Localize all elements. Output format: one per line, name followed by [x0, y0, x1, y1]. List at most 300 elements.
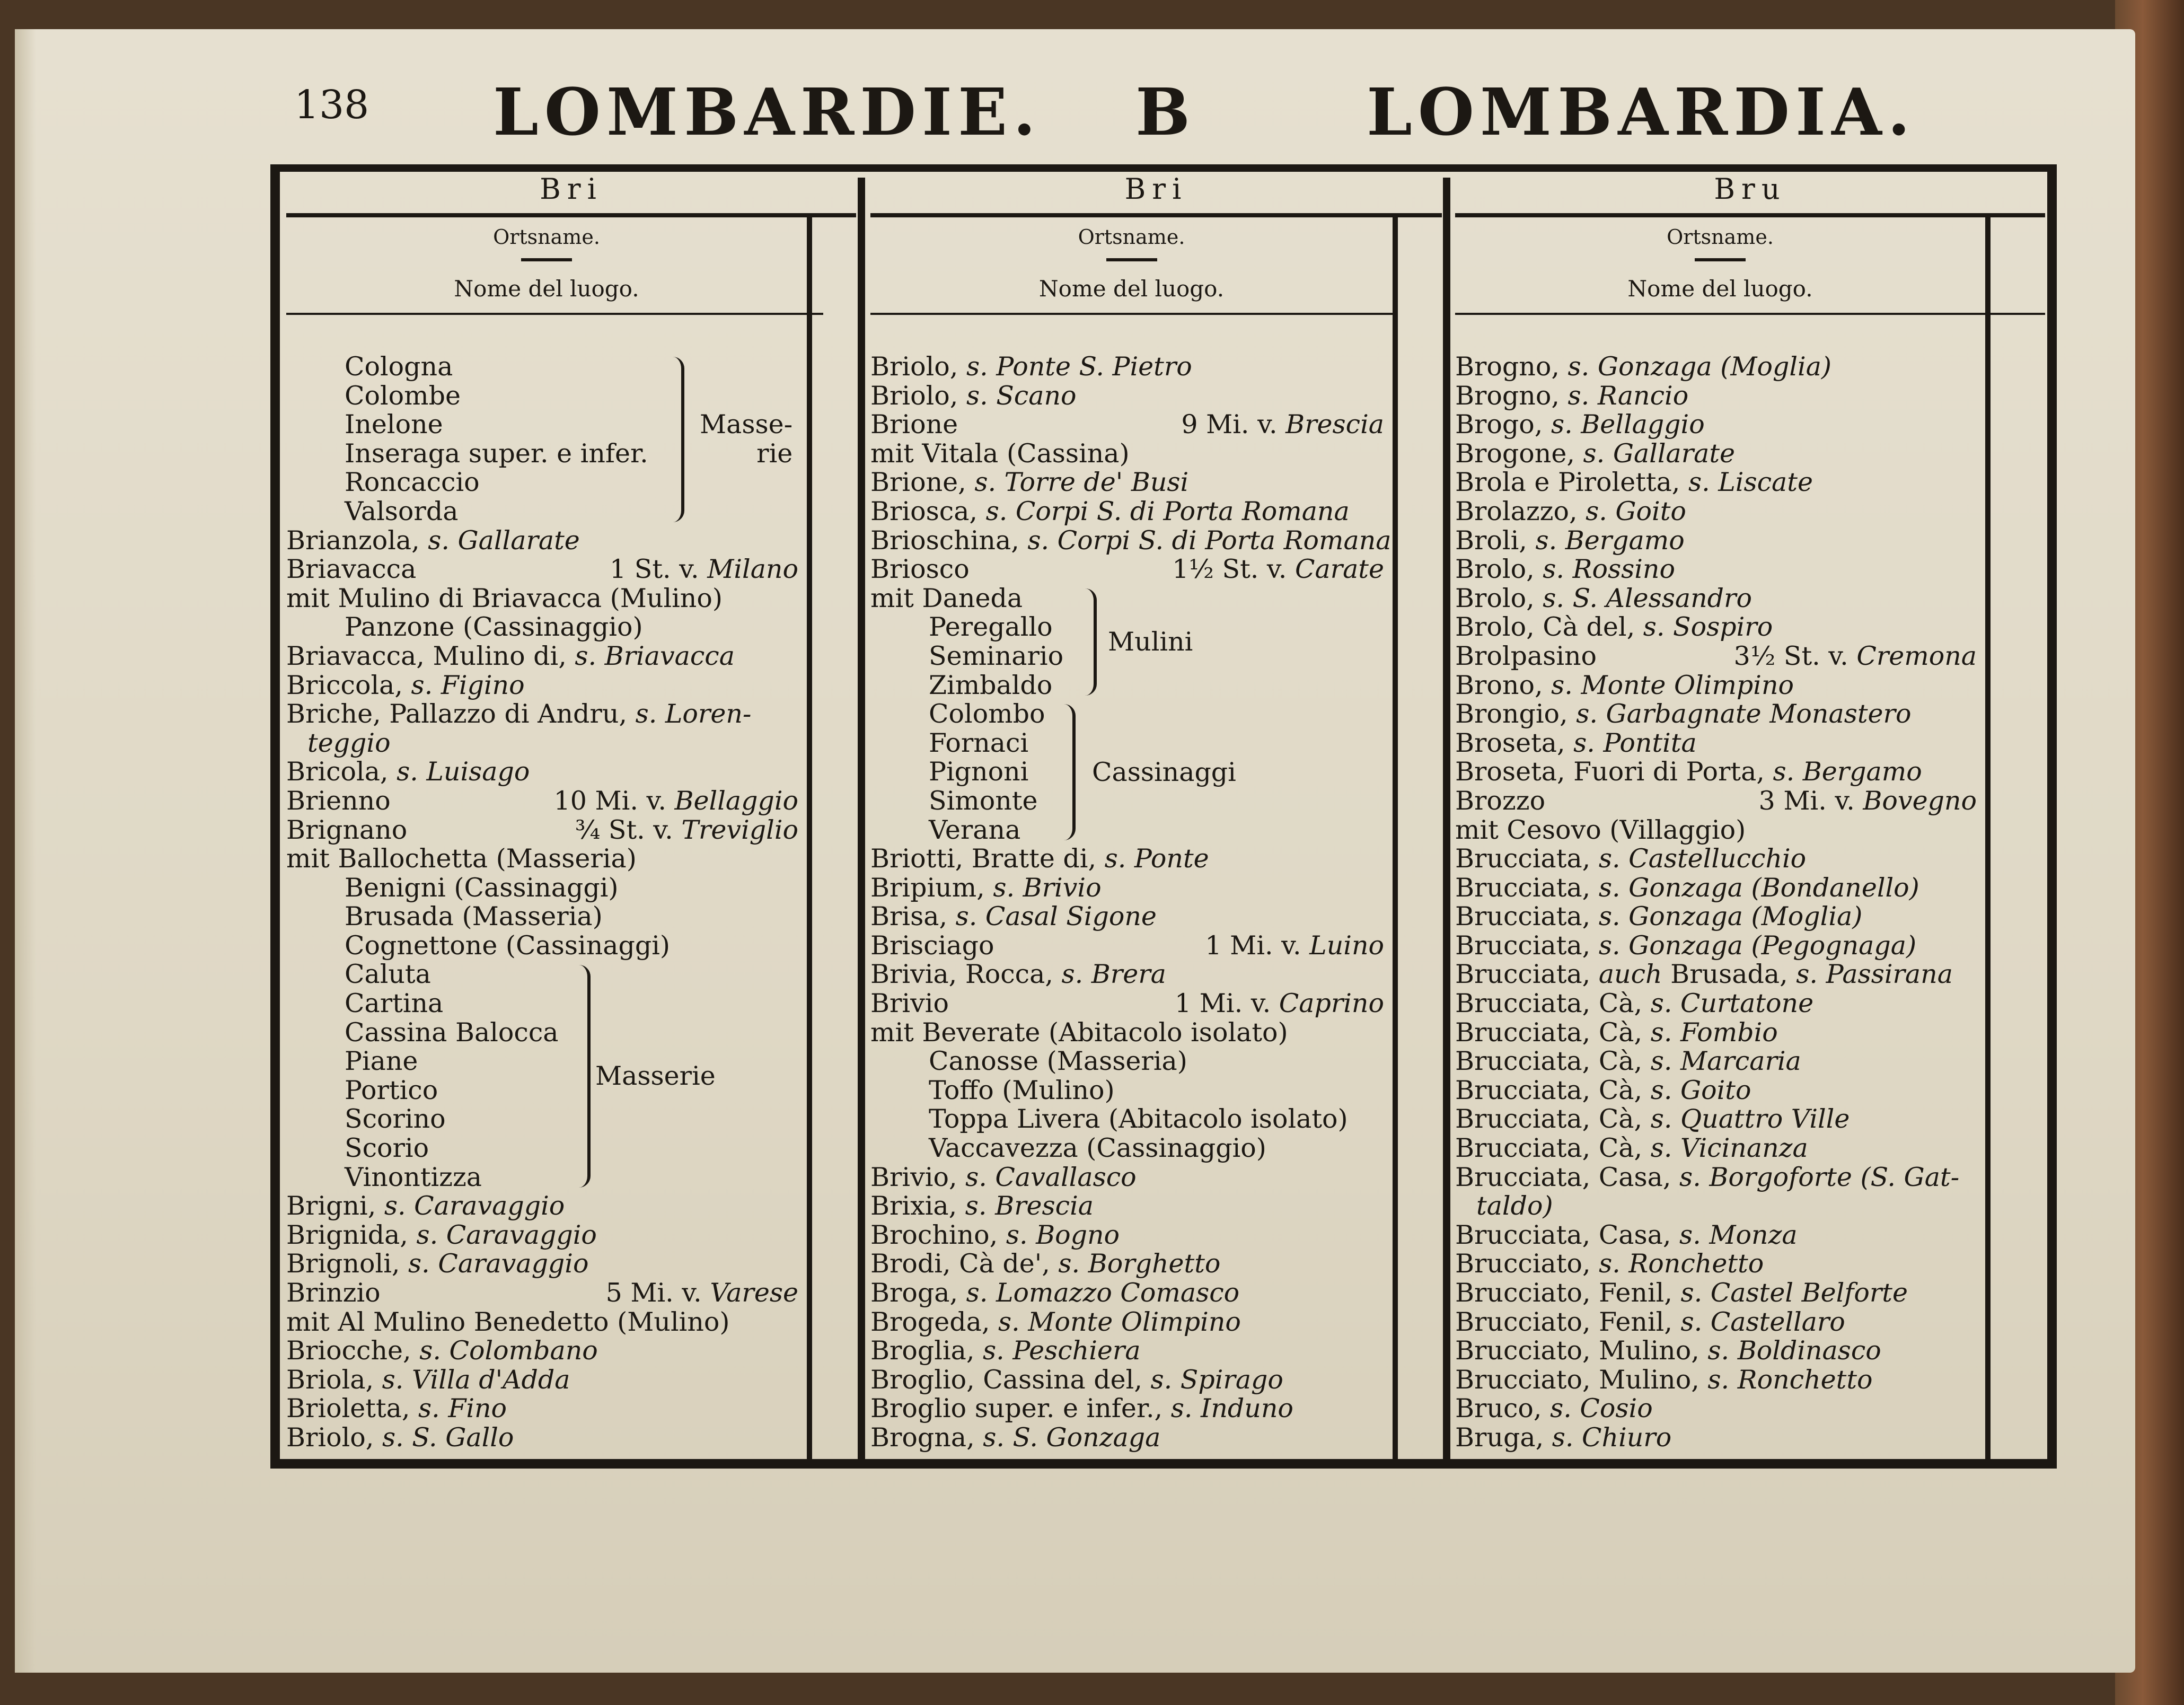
- distance-reference: [1172, 555, 1384, 584]
- place-name: Brivio,: [870, 1162, 966, 1192]
- entry-row: [286, 845, 804, 874]
- place-name: Brixia,: [870, 1191, 965, 1221]
- cross-reference: s. Villa d'Adda: [382, 1364, 570, 1395]
- place-name-alt: Brusada,: [1662, 959, 1796, 990]
- cross-reference: s. Peschiera: [983, 1335, 1141, 1366]
- cross-reference: s. Chiuro: [1552, 1422, 1672, 1453]
- entry-row: [286, 1366, 804, 1395]
- cross-reference: taldo): [1476, 1191, 1553, 1221]
- entry-row: [1455, 671, 1982, 700]
- entry-row: [1455, 902, 1982, 931]
- place-name: Broglio super. e infer.,: [870, 1393, 1171, 1424]
- distance-target-town: Varese: [710, 1278, 798, 1308]
- place-name: Broli,: [1455, 525, 1536, 556]
- reference-column-rule: [1985, 217, 1991, 1461]
- cross-reference: s. Rancio: [1567, 380, 1689, 411]
- place-name: Brolazzo,: [1455, 496, 1586, 526]
- entry-row: [286, 1250, 804, 1279]
- distance-target-town: Cremona: [1856, 640, 1977, 671]
- place-name: Brignano: [286, 814, 408, 845]
- distance-text: 3½ St. v.: [1733, 640, 1857, 671]
- entry-row: [286, 960, 804, 989]
- cross-reference: s. Loren-: [635, 699, 752, 730]
- entry-row: [870, 1366, 1389, 1395]
- entry-row: [1455, 729, 1982, 758]
- label-german: Ortsname.: [493, 225, 600, 249]
- entry-row: [870, 1192, 1389, 1221]
- entry-row: [286, 1221, 804, 1250]
- distance-text: 5 Mi. v.: [605, 1278, 710, 1308]
- entry-row: [870, 1308, 1389, 1337]
- place-name: Brucciato, Mulino,: [1455, 1364, 1708, 1395]
- page-number: 138: [294, 82, 369, 128]
- distance-text: 10 Mi. v.: [553, 785, 675, 816]
- place-name: Brucciata,: [1455, 843, 1599, 874]
- cross-reference: teggio: [307, 727, 391, 758]
- entry-row: [1455, 1192, 1982, 1221]
- place-name: Toffo (Mulino): [929, 1075, 1115, 1105]
- cross-reference: s. S. Gonzaga: [983, 1422, 1161, 1453]
- group-brace: [1062, 704, 1076, 840]
- entry-row: [870, 700, 1389, 729]
- cross-reference: s. Corpi S. di Porta Romana: [985, 496, 1350, 526]
- entry-row: [870, 931, 1389, 961]
- cross-reference: s. Brera: [1061, 959, 1166, 990]
- group-label-line: Cassinaggi: [1092, 757, 1236, 787]
- place-name: Cognettone (Cassinaggi): [345, 930, 671, 961]
- cross-reference: s. Castel Belforte: [1680, 1278, 1908, 1308]
- label-italian: Nome del luogo.: [1627, 276, 1813, 302]
- entry-row: [286, 1076, 804, 1105]
- place-name: Cassina Balocca: [345, 1017, 559, 1048]
- entry-row: [1455, 353, 1982, 382]
- place-name: Piane: [345, 1046, 418, 1077]
- cross-reference: s. Lomazzo Comasco: [966, 1278, 1240, 1308]
- place-name: Broga,: [870, 1278, 966, 1308]
- cross-reference: s. Gonzaga (Pegognaga): [1598, 930, 1917, 961]
- page-fold-shadow: [15, 29, 36, 1673]
- entry-row: [1455, 468, 1982, 497]
- place-name: Broglio, Cassina del,: [870, 1364, 1151, 1395]
- entry-row: [870, 960, 1389, 989]
- entry-row: [870, 1047, 1389, 1076]
- place-name: Briavacca: [286, 554, 417, 585]
- label-rule: [1455, 313, 2045, 315]
- place-name: Brucciata, Cà,: [1455, 1133, 1651, 1164]
- place-name: Brucciato, Fenil,: [1455, 1278, 1681, 1308]
- place-name: Roncaccio: [345, 467, 480, 498]
- entry-row: [1455, 874, 1982, 903]
- place-name: Brione,: [870, 467, 975, 498]
- place-name: Brongio,: [1455, 699, 1577, 730]
- place-name: Bruga,: [1455, 1422, 1552, 1453]
- entry-row: [1455, 1279, 1982, 1308]
- distance-text: 9 Mi. v.: [1181, 409, 1286, 440]
- entry-row: [1455, 1047, 1982, 1076]
- cross-reference: s. Quattro Ville: [1650, 1104, 1850, 1135]
- entry-row: [870, 816, 1389, 845]
- place-name: Bripium,: [870, 872, 993, 903]
- label-italian: Nome del luogo.: [1038, 276, 1225, 302]
- place-name: mit Mulino di Briavacca (Mulino): [286, 583, 723, 613]
- entry-row: [286, 584, 804, 613]
- entry-row: [1455, 440, 1982, 469]
- place-name: Brucciata,: [1455, 930, 1599, 961]
- entry-row: [286, 497, 804, 526]
- place-name: Brolo, Cà del,: [1455, 612, 1643, 643]
- entry-row: [1455, 1423, 1982, 1453]
- cross-reference: s. Scano: [966, 380, 1077, 411]
- entry-list: [286, 353, 804, 1453]
- column-separator-1: [858, 178, 865, 1469]
- group-label-line: rie: [756, 438, 793, 469]
- entry-row: [870, 468, 1389, 497]
- place-name: Benigni (Cassinaggi): [345, 872, 619, 903]
- label-rule: [870, 313, 1395, 315]
- place-name: Brisciago: [870, 930, 994, 961]
- cross-reference: s. Ponte S. Pietro: [966, 351, 1192, 382]
- heading-rule: [870, 213, 1442, 217]
- cross-reference: s. Figino: [411, 670, 525, 700]
- place-name: Vaccavezza (Cassinaggio): [929, 1133, 1266, 1164]
- entry-row: [1455, 1134, 1982, 1163]
- entry-row: [286, 931, 804, 961]
- entry-row: [870, 845, 1389, 874]
- group-label: [700, 410, 792, 468]
- cross-reference: s. Fombio: [1650, 1017, 1778, 1048]
- place-name: Cologna: [345, 351, 453, 382]
- place-name: mit Ballochetta (Masseria): [286, 843, 637, 874]
- entry-row: [1455, 1337, 1982, 1366]
- cross-reference: s. Bergamo: [1535, 525, 1685, 556]
- place-name: Brono,: [1455, 670, 1552, 700]
- entry-row: [286, 555, 804, 584]
- distance-target-town: Brescia: [1285, 409, 1384, 440]
- cross-reference: s. Pontita: [1573, 727, 1697, 758]
- place-name: Verana: [929, 814, 1021, 845]
- entry-row: [1455, 1163, 1982, 1192]
- place-name: Briolo,: [870, 380, 966, 411]
- distance-text: 1½ St. v.: [1172, 554, 1295, 585]
- reference-column-rule: [1393, 217, 1398, 1461]
- distance-reference: [1181, 410, 1384, 440]
- entry-row: [870, 1394, 1389, 1423]
- column-separator-2: [1443, 178, 1450, 1469]
- cross-reference: s. Boldinasco: [1707, 1335, 1881, 1366]
- cross-reference: s. Torre de' Busi: [974, 467, 1189, 498]
- cross-reference: s. Caravaggio: [408, 1249, 589, 1279]
- entry-row: [286, 1337, 804, 1366]
- place-name: Bricola,: [286, 757, 397, 787]
- place-name: Briolo,: [870, 351, 966, 382]
- cross-reference: s. Brescia: [965, 1191, 1094, 1221]
- group-brace: [1083, 588, 1097, 696]
- place-name: Briocche,: [286, 1335, 420, 1366]
- cross-reference: s. Goito: [1586, 496, 1686, 526]
- place-name: Brisa,: [870, 901, 956, 932]
- place-name: Bruco,: [1455, 1393, 1551, 1424]
- place-name: Brolo,: [1455, 554, 1543, 585]
- place-name: Brigni,: [286, 1191, 384, 1221]
- cross-reference: s. Bellaggio: [1551, 409, 1705, 440]
- distance-reference: [575, 816, 798, 845]
- distance-reference: [554, 787, 798, 816]
- place-name: Cartina: [345, 988, 444, 1019]
- entry-row: [1455, 1366, 1982, 1395]
- cross-reference: s. Borghetto: [1058, 1249, 1221, 1279]
- place-name: Brucciata, Casa,: [1455, 1162, 1680, 1192]
- entry-row: [286, 526, 804, 556]
- place-name: Broseta,: [1455, 727, 1574, 758]
- entry-row: [870, 1134, 1389, 1163]
- entry-row: [286, 1105, 804, 1134]
- entry-row: [286, 1163, 804, 1192]
- place-name: Brogno,: [1455, 380, 1568, 411]
- cross-reference: s. Gonzaga (Bondanello): [1598, 872, 1919, 903]
- place-name: Brucciata, Cà,: [1455, 1046, 1651, 1077]
- place-name: Brucciata, Cà,: [1455, 1075, 1651, 1105]
- place-name: Toppa Livera (Abitacolo isolato): [929, 1104, 1348, 1135]
- cross-reference: s. Cavallasco: [965, 1162, 1137, 1192]
- place-name: Colombe: [345, 380, 461, 411]
- entry-row: [286, 1018, 804, 1048]
- entry-row: [286, 671, 804, 700]
- cross-reference: s. Briavacca: [575, 640, 735, 671]
- cross-reference: s. Vicinanza: [1650, 1133, 1808, 1164]
- cross-reference: s. Monte Olimpino: [998, 1306, 1241, 1337]
- cross-reference: s. Bergamo: [1773, 757, 1922, 787]
- cross-reference: s. Marcaria: [1650, 1046, 1801, 1077]
- place-name: Briosco: [870, 554, 970, 585]
- distance-text: 1 Mi. v.: [1175, 988, 1279, 1019]
- place-name: Brogna,: [870, 1422, 983, 1453]
- entry-row: [870, 1423, 1389, 1453]
- entry-row: [870, 497, 1389, 526]
- entry-row: [1455, 1018, 1982, 1048]
- place-name: Brogo,: [1455, 409, 1551, 440]
- entry-row: [286, 353, 804, 382]
- label-rule: [286, 313, 823, 315]
- place-name: Brucciato, Mulino,: [1455, 1335, 1708, 1366]
- cross-reference: s. Spirago: [1150, 1364, 1283, 1395]
- distance-reference: [606, 1279, 798, 1308]
- cross-reference: s. Colombano: [419, 1335, 598, 1366]
- place-name: Briavacca, Mulino di,: [286, 640, 575, 671]
- cross-reference: s. Liscate: [1688, 467, 1813, 498]
- group-label: [595, 1062, 716, 1091]
- entry-row: [286, 1308, 804, 1337]
- place-name: Brivia, Rocca,: [870, 959, 1062, 990]
- entry-row: [1455, 613, 1982, 642]
- place-name: Brucciata,: [1455, 959, 1599, 990]
- entry-row: [286, 787, 804, 816]
- entry-row: [1455, 787, 1982, 816]
- place-name: Brianzola,: [286, 525, 428, 556]
- entry-row: [870, 382, 1389, 411]
- cross-reference: s. Goito: [1650, 1075, 1751, 1105]
- entry-row: [870, 440, 1389, 469]
- cross-reference: s. Ronchetto: [1707, 1364, 1873, 1395]
- entry-row: [870, 1076, 1389, 1105]
- place-name: Brola e Piroletta,: [1455, 467, 1688, 498]
- place-name: Zimbaldo: [929, 670, 1053, 700]
- entry-row: [286, 1047, 804, 1076]
- entry-row: [1455, 1394, 1982, 1423]
- entry-row: [286, 902, 804, 931]
- heading-rule: [1455, 213, 2045, 217]
- label-german: Ortsname.: [1667, 225, 1774, 249]
- entry-row: [870, 989, 1389, 1018]
- cross-reference: s. Castellaro: [1680, 1306, 1845, 1337]
- place-name: Briosca,: [870, 496, 986, 526]
- entry-row: [870, 902, 1389, 931]
- cross-reference: s. Castellucchio: [1598, 843, 1807, 874]
- column-2: [870, 172, 1442, 1461]
- entry-row: [870, 1221, 1389, 1250]
- cross-reference: s. Borgoforte (S. Gat-: [1679, 1162, 1960, 1192]
- entry-row: [870, 1163, 1389, 1192]
- entry-row: [870, 1250, 1389, 1279]
- place-name: Canosse (Masseria): [929, 1046, 1187, 1077]
- entry-row: [1455, 497, 1982, 526]
- column-3: [1455, 172, 2045, 1461]
- entry-row: [870, 874, 1389, 903]
- place-name: Brogno,: [1455, 351, 1568, 382]
- entry-row: [1455, 584, 1982, 613]
- entry-row: [1455, 642, 1982, 671]
- place-name: Caluta: [345, 959, 431, 990]
- place-name: Briccola,: [286, 670, 411, 700]
- cross-reference: s. Brivio: [993, 872, 1102, 903]
- entry-row: [286, 874, 804, 903]
- entry-row: [286, 816, 804, 845]
- group-label-line: Masse-: [700, 409, 793, 440]
- place-name: mit Daneda: [870, 583, 1023, 613]
- place-name: Brucciata, Cà,: [1455, 988, 1651, 1019]
- distance-reference: [1205, 931, 1384, 961]
- column-prefix-heading: Bru: [1714, 172, 1786, 206]
- place-name: Vinontizza: [345, 1162, 482, 1192]
- place-name: mit Beverate (Abitacolo isolato): [870, 1017, 1288, 1048]
- label-italian: Nome del luogo.: [454, 276, 639, 302]
- place-name: Brivio: [870, 988, 949, 1019]
- place-name: Broglia,: [870, 1335, 983, 1366]
- entry-row: [1455, 1221, 1982, 1250]
- distance-reference: [610, 555, 798, 584]
- header-section-letter: B: [1135, 74, 1196, 150]
- place-name: Briotti, Bratte di,: [870, 843, 1105, 874]
- cross-reference: s. Bogno: [1006, 1219, 1120, 1250]
- entry-row: [286, 1394, 804, 1423]
- entry-row: [286, 729, 804, 758]
- place-name: Inseraga super. e infer.: [345, 438, 648, 469]
- entry-list: [1455, 353, 1982, 1453]
- entry-row: [870, 671, 1389, 700]
- entry-row: [1455, 1308, 1982, 1337]
- distance-reference: [1734, 642, 1977, 671]
- entry-row: [870, 410, 1389, 440]
- entry-row: [870, 729, 1389, 758]
- cross-reference: s. Luisago: [397, 757, 530, 787]
- cross-reference: s. Gonzaga (Moglia): [1598, 901, 1863, 932]
- place-name: Brochino,: [870, 1219, 1006, 1250]
- distance-target-town: Treviglio: [681, 814, 798, 845]
- place-name: Scorio: [345, 1133, 429, 1164]
- place-name: Brucciata, Casa,: [1455, 1219, 1680, 1250]
- heading-rule: [286, 213, 856, 217]
- place-name: Brozzo: [1455, 785, 1546, 816]
- column-prefix-heading: Bri: [1124, 172, 1188, 206]
- label-divider: [1106, 258, 1157, 261]
- distance-text: 1 St. v.: [610, 554, 708, 585]
- cross-reference: s. Induno: [1170, 1393, 1293, 1424]
- place-name: Panzone (Cassinaggio): [345, 612, 643, 643]
- cross-reference: s. Fino: [418, 1393, 507, 1424]
- cross-reference: s. Gallarate: [428, 525, 580, 556]
- place-name: Brolo,: [1455, 583, 1543, 613]
- entry-row: [870, 1279, 1389, 1308]
- place-name: Brodi, Cà de',: [870, 1249, 1059, 1279]
- entry-row: [870, 555, 1389, 584]
- cross-reference: s. Caravaggio: [384, 1191, 565, 1221]
- place-name: Brogeda,: [870, 1306, 999, 1337]
- entry-row: [1455, 410, 1982, 440]
- cross-reference: s. Curtatone: [1650, 988, 1814, 1019]
- entry-row: [870, 353, 1389, 382]
- place-name: Valsorda: [345, 496, 459, 526]
- entry-row: [286, 700, 804, 729]
- distance-target-town: Luino: [1309, 930, 1384, 961]
- distance-text: 1 Mi. v.: [1205, 930, 1310, 961]
- entry-row: [1455, 758, 1982, 787]
- cross-reference: s. Cosio: [1550, 1393, 1653, 1424]
- cross-reference: s. Caravaggio: [416, 1219, 597, 1250]
- place-name: Brogone,: [1455, 438, 1583, 469]
- group-label-line: Masserie: [595, 1061, 716, 1091]
- cross-reference: s. Ponte: [1104, 843, 1209, 874]
- place-name: Brignida,: [286, 1219, 417, 1250]
- place-name: Brucciata,: [1455, 901, 1599, 932]
- entry-row: [1455, 1076, 1982, 1105]
- place-name: Brucciato,: [1455, 1249, 1599, 1279]
- cross-reference: s. Gallarate: [1583, 438, 1736, 469]
- entry-row: [870, 787, 1389, 816]
- place-name: Brucciata, Cà,: [1455, 1104, 1651, 1135]
- cross-reference: s. Monza: [1679, 1219, 1798, 1250]
- group-label: [1108, 628, 1193, 657]
- entry-row: [286, 382, 804, 411]
- distance-target-town: Bovegno: [1863, 785, 1977, 816]
- cross-reference: s. Monte Olimpino: [1551, 670, 1794, 700]
- place-name: Broseta, Fuori di Porta,: [1455, 757, 1773, 787]
- place-name: mit Cesovo (Villaggio): [1455, 814, 1746, 845]
- cross-reference: auch: [1598, 959, 1662, 990]
- place-name: Brienno: [286, 785, 391, 816]
- entry-row: [1455, 1250, 1982, 1279]
- place-name: Brioschina,: [870, 525, 1028, 556]
- entry-row: [1455, 382, 1982, 411]
- cross-reference: s. Ronchetto: [1599, 1249, 1764, 1279]
- place-name: Colombo: [929, 699, 1045, 730]
- header-left-title: LOMBARDIE.: [493, 74, 1042, 150]
- entry-row: [870, 1018, 1389, 1048]
- group-brace: [577, 965, 591, 1188]
- cross-reference: s. Gonzaga (Moglia): [1567, 351, 1832, 382]
- column-prefix-heading: Bri: [540, 172, 603, 206]
- place-name: Brucciata, Cà,: [1455, 1017, 1651, 1048]
- place-name: mit Al Mulino Benedetto (Mulino): [286, 1306, 730, 1337]
- place-name: Brinzio: [286, 1278, 381, 1308]
